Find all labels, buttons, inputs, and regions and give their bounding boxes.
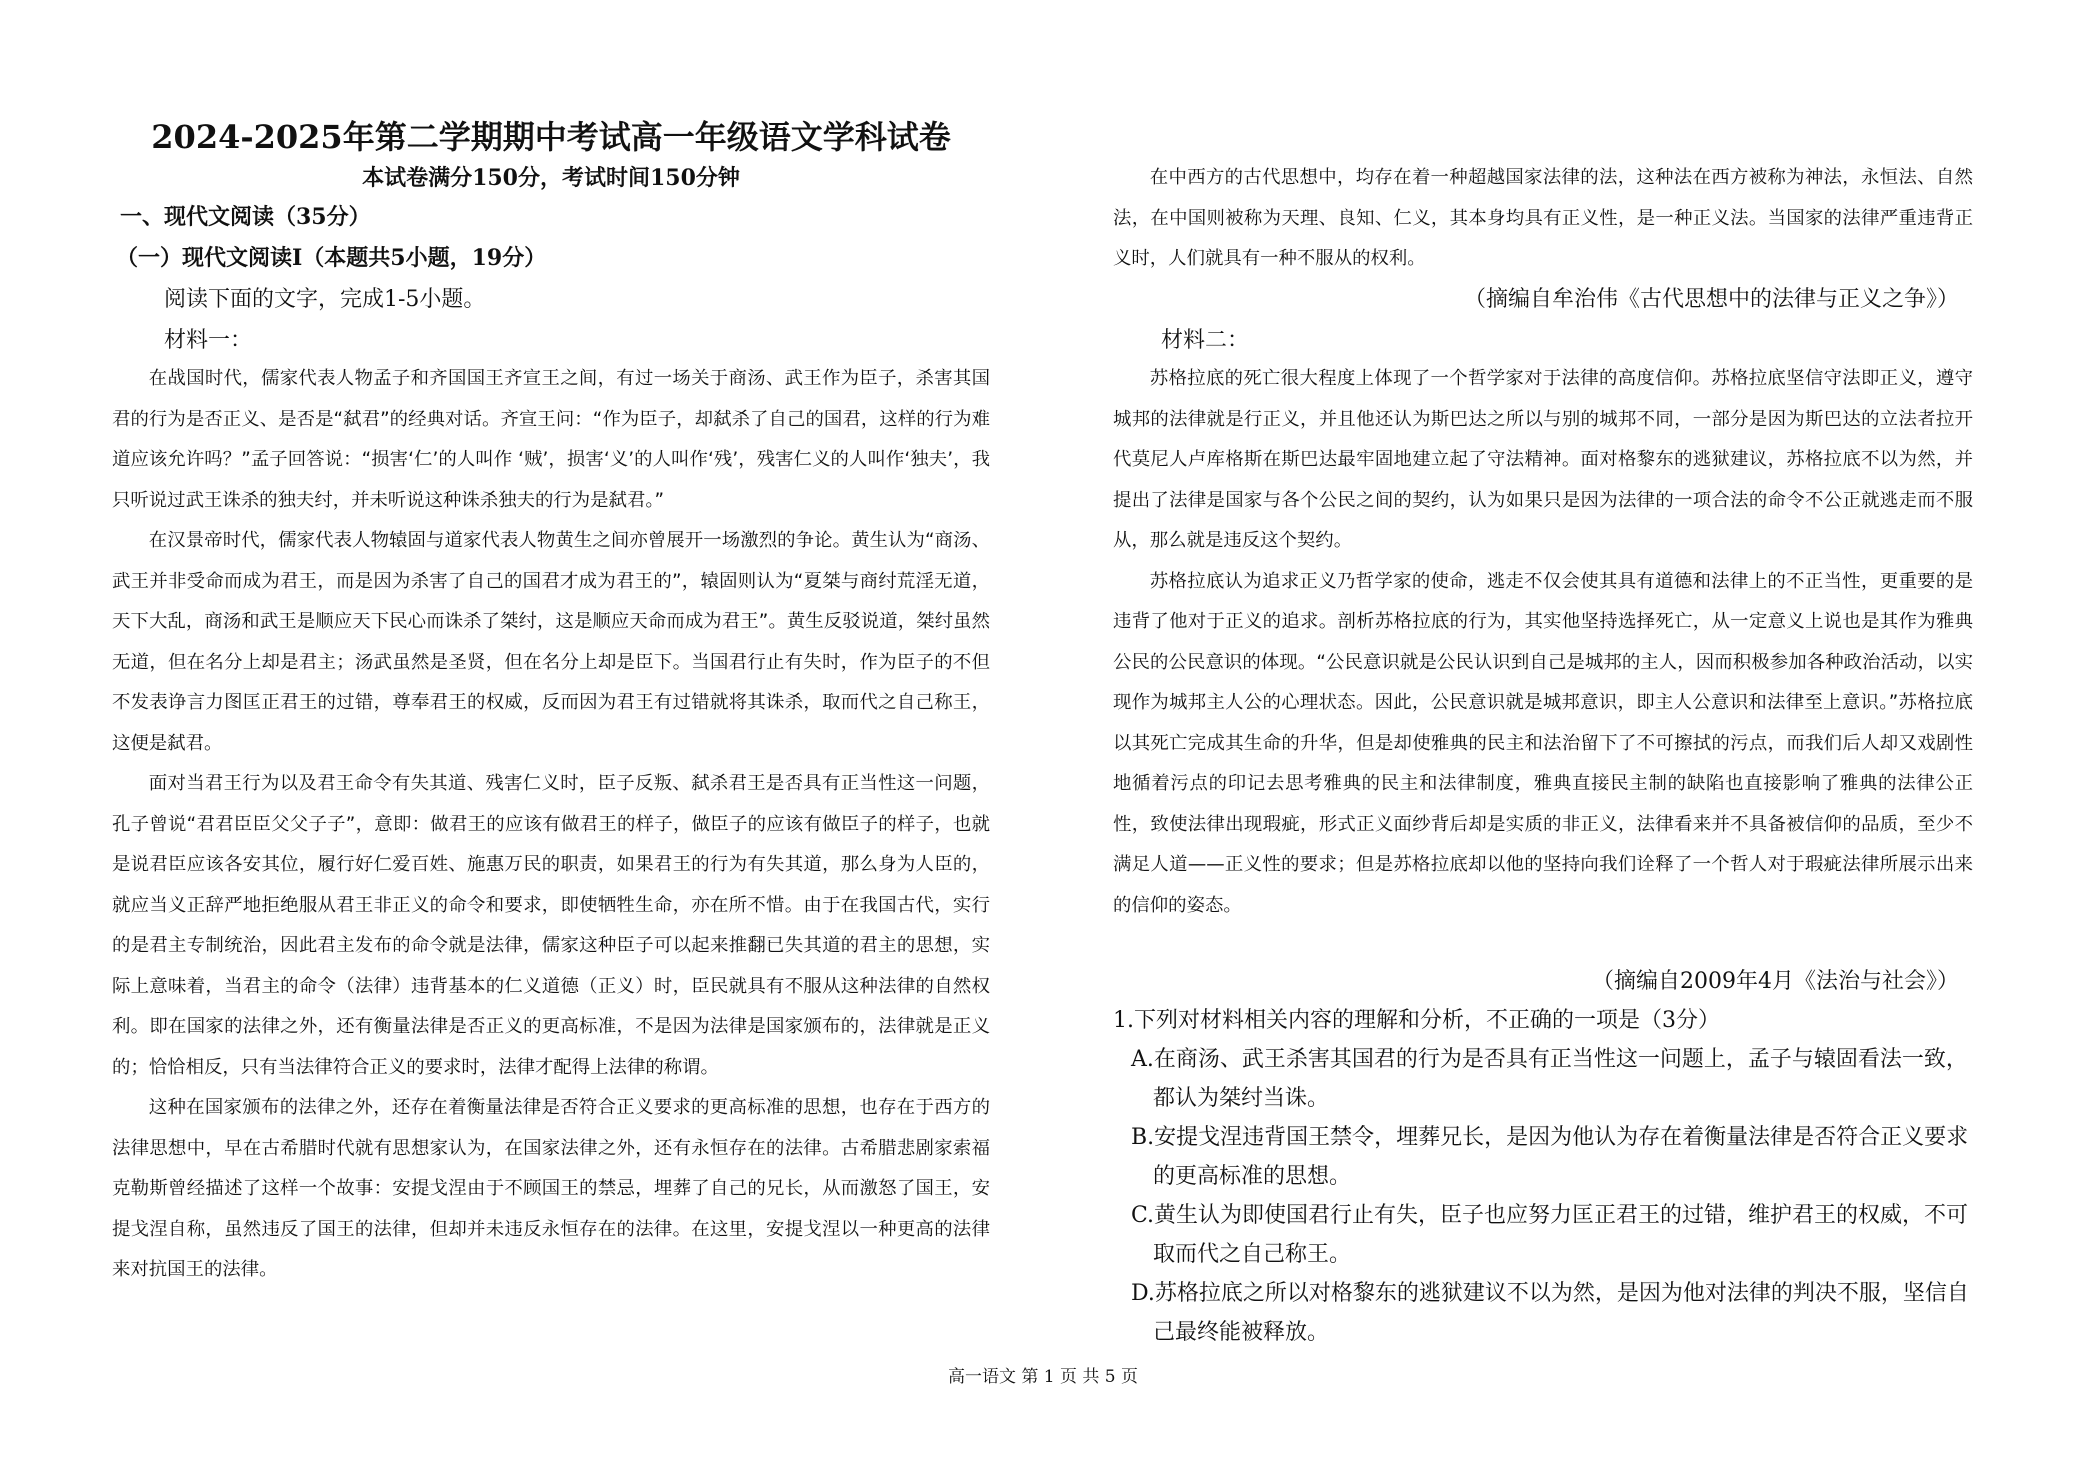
material2-text (1113, 359, 1973, 926)
material1-paragraph: 面对当君王行为以及君王命令有失其道、残害仁义时，臣子反叛、弑杀君王是否具有正当性这一问题，孔子曾说“君君臣臣父父子子”，意即：做君王的应该有做君王的样子，做臣子的应该有做臣子的样子，也就是说君臣应该各安其位，履行好仁爱百姓、施惠万民的职责，如果君王的行为有失其道，那么身为人臣的，就应当义正辞严地拒绝服从君王非正义的命令和要求，即使牺牲生命，亦在所不惜。由于在我国古代，实行的是君主专制统治，因此君主发布的命令就是法律，儒家这种臣子可以起来推翻已失其道的君主的思想，实际上意味着，当君主的命令（法律）违背基本的仁义道德（正义）时，臣民就具有不服从这种法律的自然权利。即在国家的法律之外，还有衡量法律是否正义的更高标准，不是因为法律是国家颁布的，法律就是正义的；恰恰相反，只有当法律符合正义的要求时，法律才配得上法律的称谓。 (112, 773, 990, 1078)
material1-paragraph: 这种在国家颁布的法律之外，还存在着衡量法律是否符合正义要求的更高标准的思想，也存在于西方的法律思想中，早在古希腊时代就有思想家认为，在国家法律之外，还有永恒存在的法律。古希腊悲剧家索福克勒斯曾经描述了这样一个故事：安提戈涅由于不顾国王的禁忌，埋葬了自己的兄长，从而激怒了国王，安提戈涅自称，虽然违反了国王的法律，但却并未违反永恒存在的法律。在这里，安提戈涅以一种更高的法律来对抗国王的法律。 (112, 1097, 990, 1280)
question-1-option-b[interactable] (1113, 1118, 1973, 1196)
option-text: D.苏格拉底之所以对格黎东的逃狱建议不以为然，是因为他对法律的判决不服，坚信自己最终能被释放。 (1131, 1281, 1969, 1345)
material2-source: （摘编自2009年4月《法治与社会》） (1592, 969, 1959, 994)
question-1-option-a[interactable] (1113, 1040, 1973, 1118)
question-1-option-c[interactable] (1113, 1196, 1973, 1274)
material1-label: 材料一： (164, 328, 253, 353)
option-text: C.黄生认为即使国君行止有失，臣子也应努力匡正君王的过错，维护君王的权威，不可取而代之自己称王。 (1131, 1203, 1969, 1267)
sub-section-heading: （一）现代文阅读Ⅰ（本题共5小题，19分） (116, 245, 547, 271)
question-1-option-d[interactable] (1113, 1274, 1973, 1352)
reading-instruction: 阅读下面的文字，完成1-5小题。 (164, 287, 486, 312)
section-heading: 一、现代文阅读（35分） (120, 204, 371, 230)
exam-title: 2024-2025年第二学期期中考试高一年级语文学科试卷 (151, 118, 951, 156)
question-1-stem: 1.下列对材料相关内容的理解和分析，不正确的一项是（3分） (1113, 1008, 1720, 1033)
material1-paragraph: 在战国时代，儒家代表人物孟子和齐国国王齐宣王之间，有过一场关于商汤、武王作为臣子，杀害其国君的行为是否正义、是否是“弑君”的经典对话。齐宣王问：“作为臣子，却弑杀了自己的国君，这样的行为难道应该允许吗？”孟子回答说：“损害‘仁’的人叫作 ‘贼’，损害‘义’的人叫作‘残’，残害仁义的人叫作‘独夫’，我只听说过武王诛杀的独夫纣，并未听说这种诛杀独夫的行为是弑君。” (112, 368, 990, 511)
material2-paragraph: 苏格拉底的死亡很大程度上体现了一个哲学家对于法律的高度信仰。苏格拉底坚信守法即正义，遵守城邦的法律就是行正义，并且他还认为斯巴达之所以与别的城邦不同，一部分是因为斯巴达的立法者拉开代莫尼人卢库格斯在斯巴达最牢固地建立起了守法精神。面对格黎东的逃狱建议，苏格拉底不以为然，并提出了法律是国家与各个公民之间的契约，认为如果只是因为法律的一项合法的命令不公正就逃走而不服从，那么就是违反这个契约。 (1113, 368, 1973, 551)
material1-source: （摘编自牟治伟《古代思想中的法律与正义之争》） (1463, 287, 1959, 312)
material2-paragraph: 苏格拉底认为追求正义乃哲学家的使命，逃走不仅会使其具有道德和法律上的不正当性，更重要的是违背了他对于正义的追求。剖析苏格拉底的行为，其实他坚持选择死亡，从一定意义上说也是其作为雅典公民的公民意识的体现。“公民意识就是公民认识到自己是城邦的主人，因而积极参加各种政治活动，以实现作为城邦主人公的心理状态。因此，公民意识就是城邦意识，即主人公意识和法律至上意识。”苏格拉底以其死亡完成其生命的升华，但是却使雅典的民主和法治留下了不可擦拭的污点，而我们后人却又戏剧性地循着污点的印记去思考雅典的民主和法律制度，雅典直接民主制的缺陷也直接影响了雅典的法律公正性，致使法律出现瑕疵，形式正义面纱背后却是实质的非正义，法律看来并不具备被信仰的品质，至少不满足人道——正义性的要求；但是苏格拉底却以他的坚持向我们诠释了一个哲人对于瑕疵法律所展示出来的信仰的姿态。 (1113, 570, 1973, 916)
page-footer: 高一语文 第 1 页 共 5 页 (947, 1367, 1139, 1387)
material1-paragraph: 在汉景帝时代，儒家代表人物辕固与道家代表人物黄生之间亦曾展开一场激烈的争论。黄生认为“商汤、武王并非受命而成为君王，而是因为杀害了自己的国君才成为君王的”，辕固则认为“夏桀与商纣荒淫无道，天下大乱，商汤和武王是顺应天下民心而诛杀了桀纣，这是顺应天命而成为君王”。黄生反驳说道，桀纣虽然无道，但在名分上却是君主；汤武虽然是圣贤，但在名分上却是臣下。当国君行止有失时，作为臣子的不但不发表诤言力图匡正君王的过错，尊奉君王的权威，反而因为君王有过错就将其诛杀，取而代之自己称王，这便是弑君。 (112, 530, 990, 754)
exam-subtitle: 本试卷满分150分，考试时间150分钟 (362, 165, 740, 191)
material1-conclusion (1113, 158, 1973, 280)
option-text: B.安提戈涅违背国王禁令，埋葬兄长，是因为他认为存在着衡量法律是否符合正义要求的更高标准的思想。 (1131, 1125, 1969, 1189)
material1-text (112, 359, 990, 1291)
option-text: A.在商汤、武王杀害其国君的行为是否具有正当性这一问题上，孟子与辕固看法一致，都认为桀纣当诛。 (1131, 1047, 1968, 1111)
question-1 (1113, 1001, 1973, 1352)
material2-label: 材料二： (1161, 328, 1250, 353)
material1-paragraph: 在中西方的古代思想中，均存在着一种超越国家法律的法，这种法在西方被称为神法，永恒法、自然法，在中国则被称为天理、良知、仁义，其本身均具有正义性，是一种正义法。当国家的法律严重违背正义时，人们就具有一种不服从的权利。 (1113, 167, 1973, 269)
